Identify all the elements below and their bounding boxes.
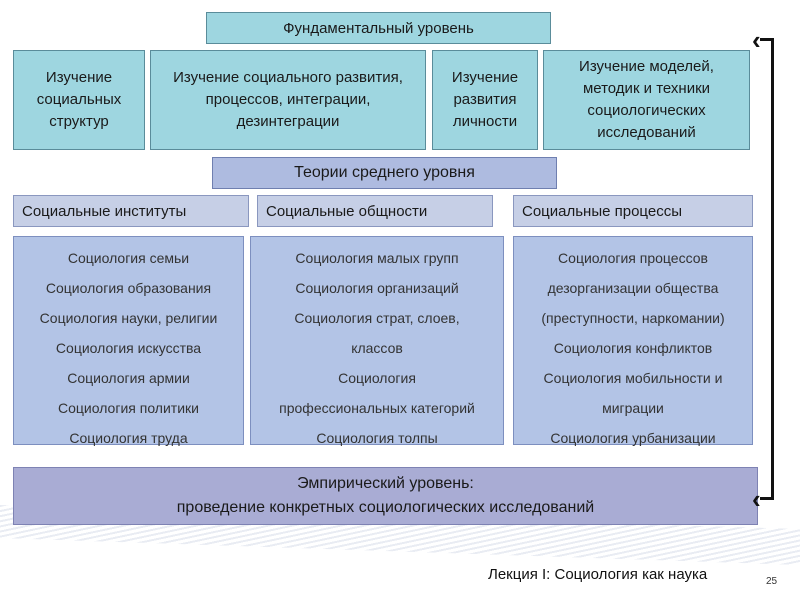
list-item: Социология [338,370,416,386]
list-item: Социология урбанизации [550,430,716,446]
list-item: Социология мобильности и [543,370,723,386]
category-social-communities: Социальные общности [257,195,493,227]
list-item: Социология толпы [316,430,438,446]
list-item: Социология процессов [558,250,708,266]
list-social-institutions [13,236,244,445]
study-personality-development: Изучение развития личности [432,50,538,150]
arrowhead-top-icon: ‹ [752,25,761,55]
list-item: миграции [602,400,664,416]
list-item: профессиональных категорий [279,400,475,416]
study-social-structures: Изучение социальных структур [13,50,145,150]
arrowhead-bottom-icon: ‹ [752,484,761,514]
study-social-development: Изучение социального развития, процессов, интеграции, дезинтеграции [150,50,426,150]
list-social-processes [513,236,753,445]
list-item: Социология страт, слоев, [294,310,460,326]
list-item: Социология образования [45,280,212,296]
list-item: Социология семьи [67,250,190,266]
list-social-communities [250,236,504,445]
page-number: 25 [766,576,778,587]
list-item: Социология конфликтов [553,340,713,356]
feedback-arrow-bottom [760,497,774,500]
list-item: классов [351,340,403,356]
list-item: Социология малых групп [295,250,459,266]
list-item: Социология политики [58,400,199,416]
footer-lecture-title: Лекция I: Социология как наука [488,566,708,583]
empirical-description: проведение конкретных социологических исследований [176,499,595,516]
list-item: Социология искусства [55,340,202,356]
category-social-institutions: Социальные институты [13,195,249,227]
category-social-processes: Социальные процессы [513,195,753,227]
feedback-arrow-vertical [771,38,774,500]
fundamental-level-title: Фундаментальный уровень [206,12,551,44]
empirical-title: Эмпирический уровень: [297,475,474,492]
empirical-level [13,467,758,525]
list-item: Социология труда [69,430,188,446]
list-item: Социология науки, религии [39,310,218,326]
list-item: Социология армии [67,370,190,386]
study-research-methods: Изучение моделей, методик и техники социологических исследований [543,50,750,150]
list-item: (преступности, наркомании) [541,310,725,326]
feedback-arrow-top [760,38,774,41]
list-item: Социология организаций [295,280,459,296]
middle-level-title: Теории среднего уровня [212,157,557,189]
list-item: дезорганизации общества [547,280,719,296]
